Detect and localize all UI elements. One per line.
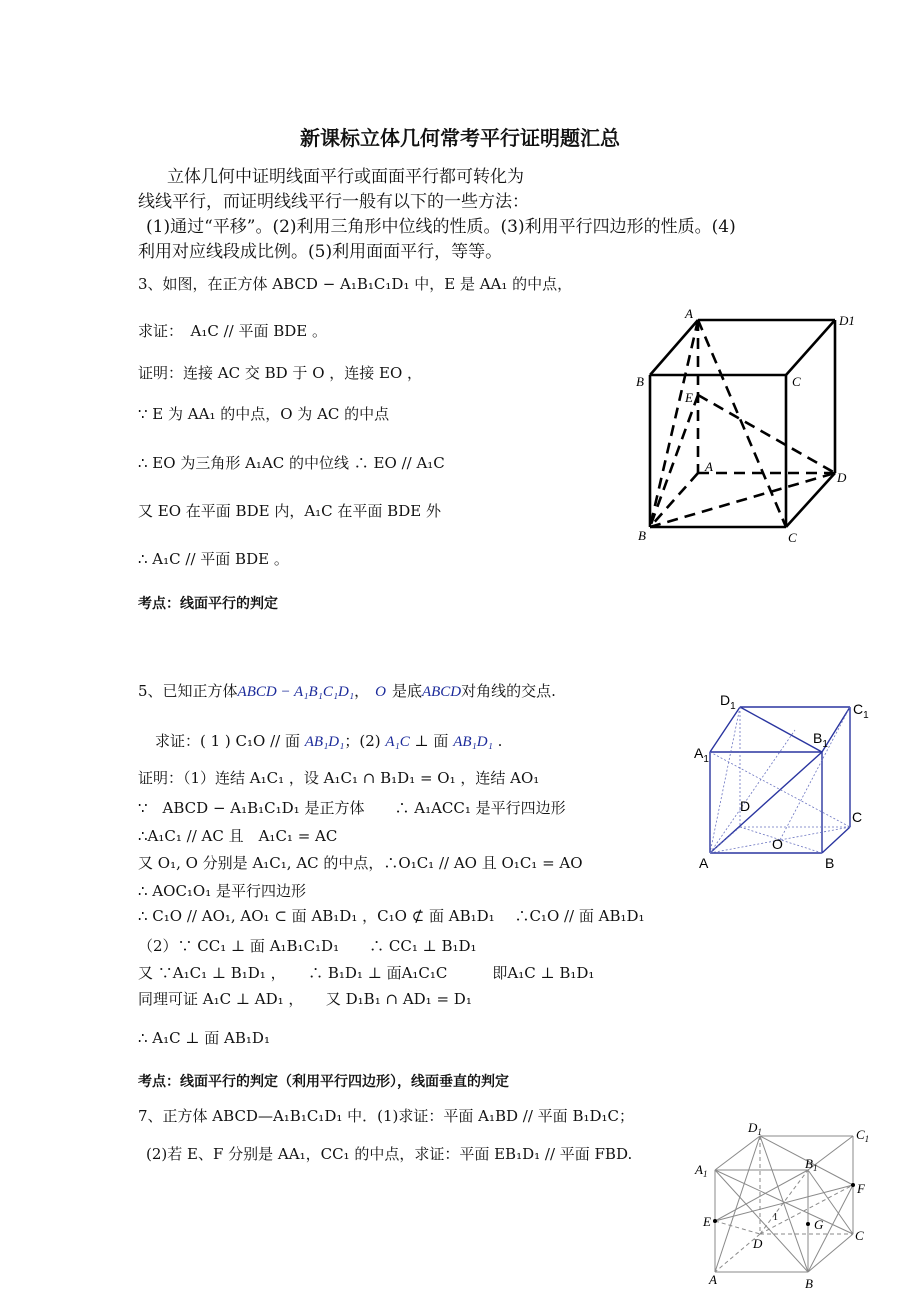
page-title: 新课标立体几何常考平行证明题汇总 — [300, 126, 620, 150]
intro-line-2: 线线平行，而证明线线平行一般有以下的一些方法： — [138, 192, 529, 212]
problem-5-step-5: ∴ AOC₁O₁ 是平行四边形 — [138, 882, 307, 900]
fig3-label-a-top: A — [685, 306, 693, 321]
problem-3-step-5: ∴ A₁C // 平面 BDE 。 — [138, 550, 289, 568]
problem-5-step-3: ∴A₁C₁ // AC 且 A₁C₁ = AC — [138, 827, 338, 845]
problem-3-question: 3、如图，在正方体 ABCD − A₁B₁C₁D₁ 中，E 是 AA₁ 的中点， — [138, 275, 573, 293]
problem-5-prove: 求证：( 1 ) C₁O // 面 AB₁D₁；(2) A₁C ⊥ 面 AB₁D₁ . — [155, 732, 503, 750]
intro-line-1: 立体几何中证明线面平行或面面平行都可转化为 — [167, 167, 524, 187]
problem-3-step-2: ∵ E 为 AA₁ 的中点，O 为 AC 的中点 — [138, 405, 390, 423]
fig7-point-g — [806, 1222, 810, 1226]
fig7-label-c: C — [855, 1228, 864, 1243]
fig3-label-a-bottom: A — [705, 459, 713, 474]
problem-5-step-10: ∴ A₁C ⊥ 面 AB₁D₁ — [138, 1029, 270, 1047]
fig3-label-c-bottom: C — [788, 530, 797, 545]
problem-5-step-8: 又 ∵A₁C₁ ⊥ B₁D₁ ， ∴ B₁D₁ ⊥ 面A₁C₁C 即A₁C ⊥ B₁D₁ — [138, 964, 595, 982]
fig7-label-c1: $C_1$ — [856, 1127, 870, 1144]
fig7-label-g: G — [814, 1217, 824, 1232]
fig3-label-b-top: B — [636, 374, 644, 389]
fig3-label-b-bottom: B — [638, 528, 646, 543]
fig7-label-e: E — [703, 1214, 711, 1229]
fig7-label-f: F — [857, 1181, 865, 1196]
fig7-point-e — [713, 1219, 717, 1223]
fig3-label-d1: D1 — [839, 313, 855, 328]
fig7-label-d1: $D_1$ — [748, 1120, 762, 1137]
fig5-label-c1: $C_1$ — [853, 701, 869, 721]
fig7-label-d: D — [753, 1236, 763, 1251]
cube-figure-5 — [690, 685, 890, 875]
problem-5-question: 5、已知正方体ABCD − A₁B₁C₁D₁， O 是底ABCD对角线的交点. — [138, 682, 556, 700]
fig5-label-c: C — [852, 809, 863, 825]
problem-7-question-2: (2)若 E、F 分别是 AA₁，CC₁ 的中点，求证：平面 EB₁D₁ // 平面 FBD. — [146, 1145, 633, 1163]
fig7-point-f — [851, 1183, 855, 1187]
problem-3-step-4: 又 EO 在平面 BDE 内，A₁C 在平面 BDE 外 — [138, 502, 441, 520]
problem-3-key-point: 考点：线面平行的判定 — [138, 596, 278, 612]
intro-line-3: (1)通过“平移”。(2)利用三角形中位线的性质。(3)利用平行四边形的性质。(4) — [146, 217, 736, 237]
fig3-label-c-top: C — [792, 374, 801, 389]
problem-5-step-4: 又 O₁, O 分别是 A₁C₁, AC 的中点，∴O₁C₁ // AO 且 O₁C₁ = AO — [138, 854, 583, 872]
cube-figure-3 — [630, 305, 855, 550]
fig7-label-a1: $A_1$ — [695, 1162, 708, 1179]
fig5-label-a: A — [699, 855, 709, 871]
fig7-label-a: A — [709, 1272, 717, 1287]
fig5-label-b: B — [825, 855, 835, 871]
fig5-label-d1: $D_1$ — [720, 692, 736, 712]
fig3-label-d: D — [837, 470, 847, 485]
fig5-label-o: O — [772, 836, 783, 852]
fig7-label-1: 1 — [773, 1212, 778, 1223]
problem-5-step-9: 同理可证 A₁C ⊥ AD₁ ， 又 D₁B₁ ∩ AD₁ = D₁ — [138, 990, 472, 1008]
problem-5-key-point: 考点：线面平行的判定（利用平行四边形），线面垂直的判定 — [138, 1074, 509, 1090]
problem-5-step-2: ∵ ABCD − A₁B₁C₁D₁ 是正方体 ∴ A₁ACC₁ 是平行四边形 — [138, 799, 566, 817]
problem-5-step-6: ∴ C₁O // AO₁, AO₁ ⊂ 面 AB₁D₁ ，C₁O ⊄ 面 AB₁D₁ ∴C₁O // 面 AB₁D₁ — [138, 907, 645, 925]
intro-line-4: 利用对应线段成比例。(5)利用面面平行，等等。 — [138, 242, 503, 262]
problem-3-step-1: 证明：连接 AC 交 BD 于 O ，连接 EO ， — [138, 364, 423, 382]
problem-5-step-1: 证明：（1）连结 A₁C₁ ，设 A₁C₁ ∩ B₁D₁ = O₁ ，连结 AO₁ — [138, 769, 540, 787]
fig5-label-d: D — [740, 798, 751, 814]
fig3-label-e: E — [685, 390, 693, 405]
fig5-label-b1: $B_1$ — [813, 730, 828, 750]
problem-7-question-1: 7、正方体 ABCD—A₁B₁C₁D₁ 中．(1)求证：平面 A₁BD // 平面 B₁D₁C； — [138, 1107, 635, 1125]
problem-3-step-3: ∴ EO 为三角形 A₁AC 的中位线 ∴ EO // A₁C — [138, 454, 445, 472]
fig7-label-b1: $B_1$ — [805, 1156, 818, 1173]
problem-5-step-7: （2）∵ CC₁ ⊥ 面 A₁B₁C₁D₁ ∴ CC₁ ⊥ B₁D₁ — [138, 937, 477, 955]
fig5-label-a1: $A_1$ — [694, 745, 709, 765]
cube-figure-7 — [695, 1112, 895, 1298]
fig7-label-b: B — [805, 1276, 813, 1291]
problem-3-prove: 求证： A₁C // 平面 BDE 。 — [138, 322, 328, 340]
